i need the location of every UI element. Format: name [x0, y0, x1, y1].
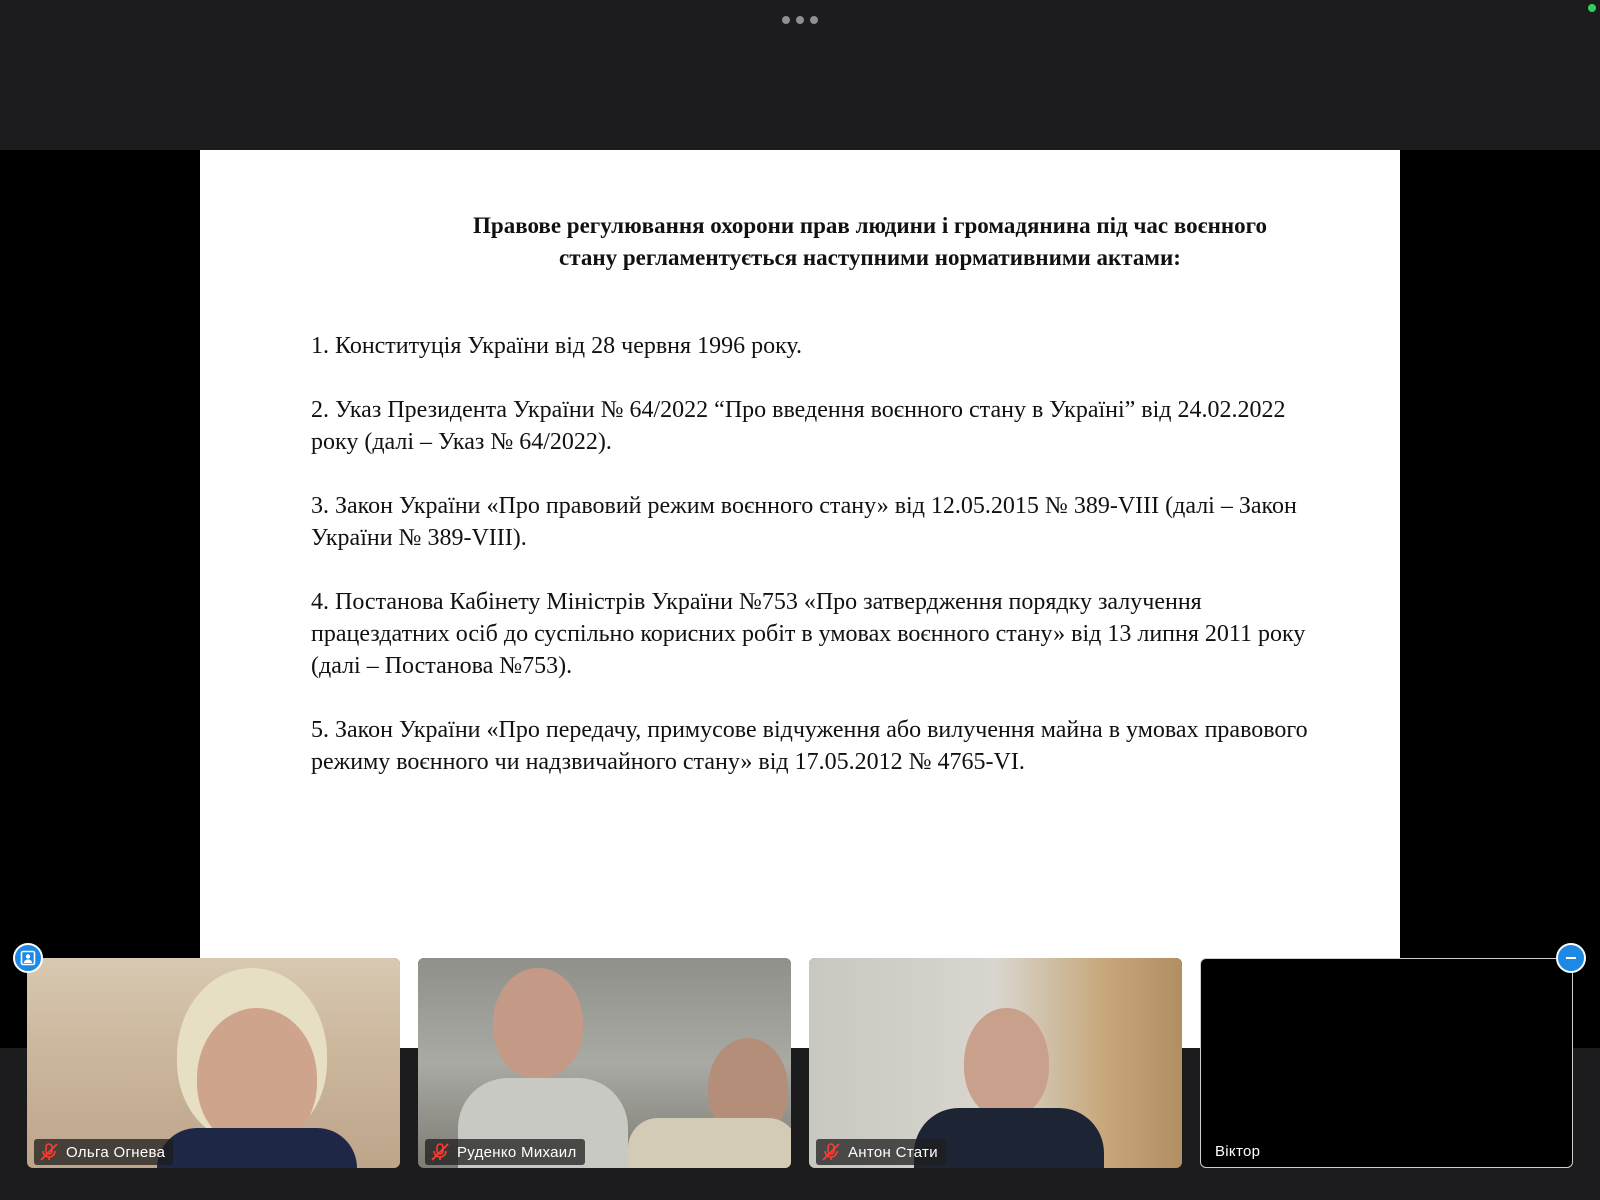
slide-title	[370, 210, 1370, 274]
participant-name-tag	[1208, 1138, 1268, 1164]
participant-name-tag	[425, 1139, 585, 1165]
meeting-top-bar	[0, 0, 1600, 150]
participant-name-tag	[34, 1139, 173, 1165]
slide-item-1: 1. Конституція України від 28 червня 1996 року.	[311, 333, 802, 359]
participant-video	[27, 958, 400, 1168]
slide-item-4: 4. Постанова Кабінету Міністрів України №753 «Про затвердження порядку залучення працездатних осіб до суспільно корисних робіт в умовах воєнного стану» від 13 липня 2011 року (далі – Постанова №753).	[311, 589, 1306, 679]
participant-name-tag	[816, 1139, 946, 1165]
mic-muted-icon	[38, 1142, 60, 1162]
participant-name: Руденко Михаил	[457, 1143, 577, 1161]
minimize-button[interactable]	[1556, 943, 1586, 973]
slide-item-3: 3. Закон України «Про правовий режим воєнного стану» від 12.05.2015 № 389-VIII (далі – Закон України № 389-VIII).	[311, 493, 1297, 551]
participant-video	[418, 958, 791, 1168]
more-dots-icon[interactable]	[782, 14, 818, 26]
shared-slide	[200, 150, 1400, 1050]
pin-video-button[interactable]	[13, 943, 43, 973]
participant-tile[interactable]	[809, 958, 1182, 1168]
minimize-icon	[1563, 950, 1579, 966]
pin-video-icon	[20, 950, 36, 966]
slide-list	[311, 330, 1331, 810]
slide-title-line2: стану регламентується наступними нормативними актами:	[559, 245, 1181, 270]
slide-item-5: 5. Закон України «Про передачу, примусове відчуження або вилучення майна в умовах правового режиму воєнного чи надзвичайного стану» від 17.05.2012 № 4765-VI.	[311, 717, 1308, 775]
slide-item-2: 2. Указ Президента України № 64/2022 “Про введення воєнного стану в Україні” від 24.02.2022 року (далі – Указ № 64/2022).	[311, 397, 1286, 455]
participant-name: Ольга Огнева	[66, 1143, 166, 1161]
participant-tile[interactable]	[27, 958, 400, 1168]
participant-tile[interactable]	[1200, 958, 1573, 1168]
mic-muted-icon	[429, 1142, 451, 1162]
slide-title-line1: Правове регулювання охорони прав людини і громадянина під час воєнного	[473, 213, 1267, 238]
participant-video	[809, 958, 1182, 1168]
participant-name: Антон Стати	[848, 1143, 938, 1161]
participant-tile[interactable]	[418, 958, 791, 1168]
mic-muted-icon	[820, 1142, 842, 1162]
status-indicator	[1588, 4, 1596, 12]
participant-name: Віктор	[1215, 1142, 1261, 1160]
